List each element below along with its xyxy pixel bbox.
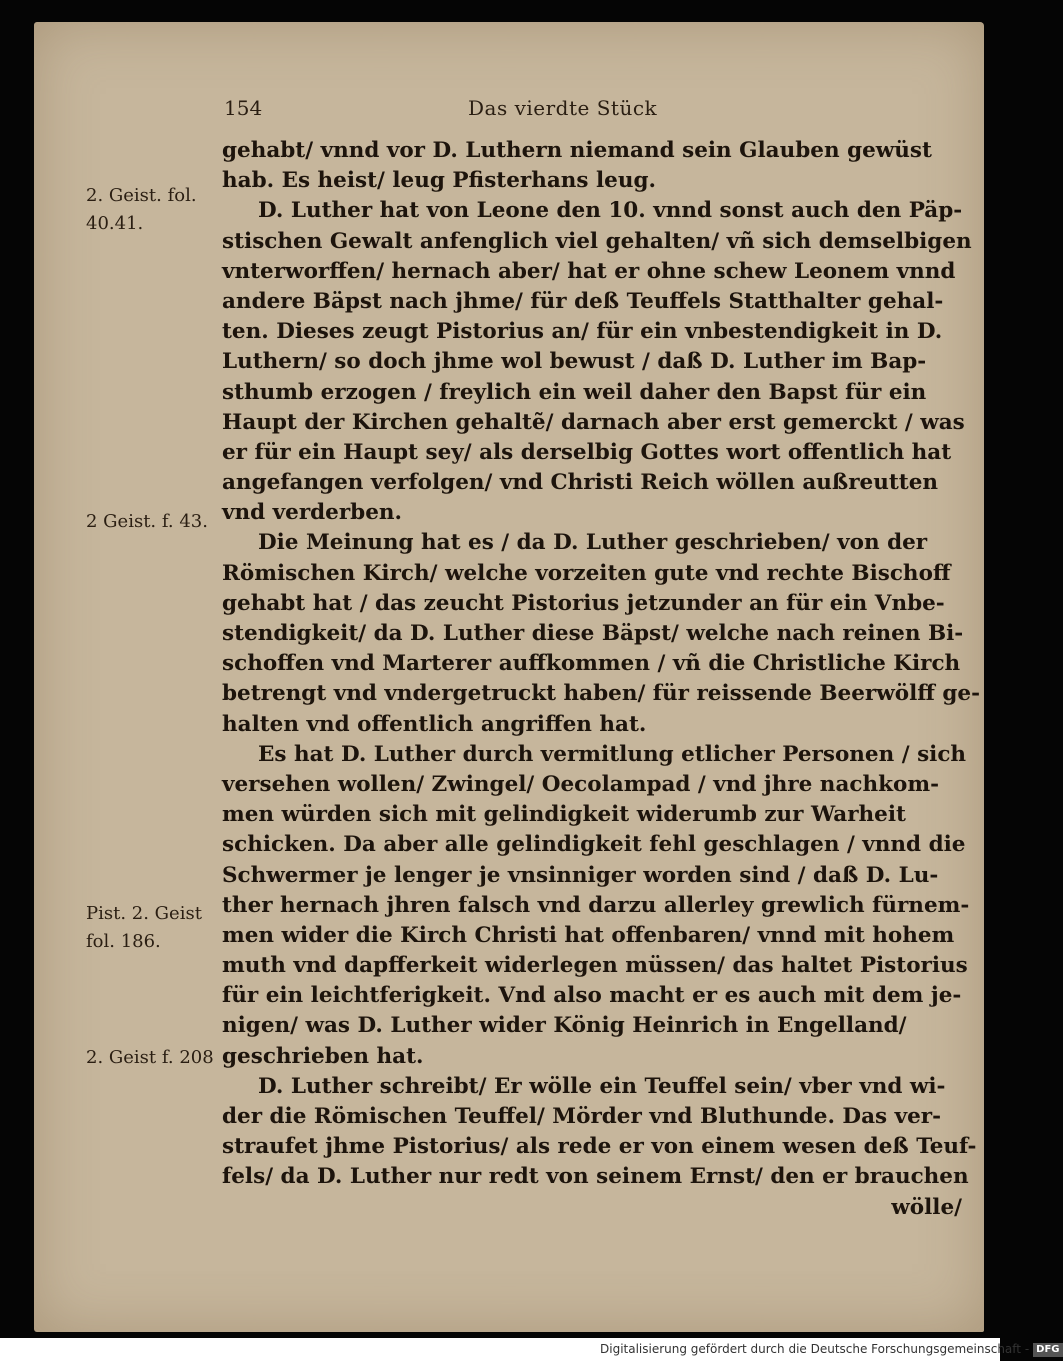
text-line: ten. Dieses zeugt Pistorius an/ für ein vnbestendigkeit in D. — [222, 319, 943, 345]
marginal-note: 2. Geist f. 208 — [86, 1047, 214, 1068]
text-line: geschrieben hat. — [222, 1043, 424, 1069]
text-line: der die Römischen Teuffel/ Mörder vnd Bluthunde. Das ver- — [222, 1104, 942, 1129]
marginal-note: Pist. 2. Geist — [86, 903, 202, 924]
text-line: Die Meinung hat es / da D. Luther geschrieben/ von der — [258, 530, 928, 556]
text-line: hab. Es heist/ leug Pfisterhans leug. — [222, 168, 657, 194]
text-line: stischen Gewalt anfenglich viel gehalten/ vñ sich demselbigen — [222, 228, 972, 254]
text-line: straufet jhme Pistorius/ als rede er von einem wesen deß Teuf- — [222, 1134, 977, 1160]
marginal-note: fol. 186. — [86, 931, 161, 952]
dfg-logo: DFG — [1033, 1343, 1062, 1357]
text-line: D. Luther schreibt/ Er wölle ein Teuffel sein/ vber vnd wi- — [258, 1073, 946, 1099]
text-line: Luthern/ so doch jhme wol bewust / daß D. Luther im Bap- — [222, 349, 927, 375]
text-line: für ein leichtferigkeit. Vnd also macht er es auch mit dem je- — [222, 983, 962, 1009]
text-line: vnd verderben. — [222, 500, 403, 526]
text-line: D. Luther hat von Leone den 10. vnnd sonst auch den Päp- — [258, 198, 963, 224]
text-line: muth vnd dapfferkeit widerlegen müssen/ das haltet Pistorius — [222, 953, 968, 979]
text-line: Es hat D. Luther durch vermitlung etlicher Personen / sich — [258, 741, 967, 767]
text-line: Römischen Kirch/ welche vorzeiten gute vnd rechte Bischoff — [222, 560, 951, 586]
text-line: schoffen vnd Marterer auffkommen / vñ die Christliche Kirch — [222, 651, 961, 677]
text-line: Schwermer je lenger je vnsinniger worden sind / daß D. Lu- — [222, 862, 939, 888]
marginal-note: 2. Geist. fol. — [86, 185, 197, 206]
page-header — [224, 96, 744, 126]
page-number: 154 — [224, 96, 263, 120]
text-line: betrengt vnd vndergetruckt haben/ für reissende Beerwölff ge- — [222, 681, 981, 707]
text-line: men würden sich mit gelindigkeit widerumb zur Warheit — [222, 802, 906, 828]
funding-credit — [600, 1342, 1060, 1360]
text-line: er für ein Haupt sey/ als derselbig Gottes wort offentlich hat — [222, 439, 952, 465]
text-line: andere Bäpst nach jhme/ für deß Teuffels Statthalter gehal- — [222, 288, 944, 314]
text-line: schicken. Da aber alle gelindigkeit fehl geschlagen / vnnd die — [222, 832, 966, 858]
text-line: nigen/ was D. Luther wider König Heinrich in Engelland/ — [222, 1013, 907, 1039]
text-line: men wider die Kirch Christi hat offenbaren/ vnnd mit hohem — [222, 922, 955, 948]
text-line: sthumb erzogen / freylich ein weil daher den Bapst für ein — [222, 379, 927, 405]
text-line: vnterworffen/ hernach aber/ hat er ohne schew Leonem vnnd — [222, 258, 956, 284]
text-line: angefangen verfolgen/ vnd Christi Reich wöllen außreutten — [222, 470, 939, 496]
text-line: fels/ da D. Luther nur redt von seinem Ernst/ den er brauchen — [222, 1164, 969, 1190]
text-line: halten vnd offentlich angriffen hat. — [222, 711, 647, 737]
text-line: versehen wollen/ Zwingel/ Oecolampad / vnd jhre nachkom- — [222, 771, 940, 797]
text-line: Haupt der Kirchen gehaltẽ/ darnach aber erst gemerckt / was — [222, 409, 965, 435]
book-page — [34, 22, 984, 1332]
funding-credit-text: Digitalisierung gefördert durch die Deutsche Forschungsgemeinschaft - — [600, 1342, 1030, 1356]
text-line: gehabt/ vnnd vor D. Luthern niemand sein Glauben gewüst — [222, 138, 932, 163]
catchword: wölle/ — [891, 1194, 962, 1220]
body-text — [222, 136, 981, 1223]
text-line: stendigkeit/ da D. Luther diese Bäpst/ welche nach reinen Bi- — [222, 621, 964, 646]
marginal-note: 2 Geist. f. 43. — [86, 511, 208, 532]
text-line: ther hernach jhren falsch vnd darzu allerley grewlich fürnem- — [222, 892, 970, 918]
text-line: gehabt hat / das zeucht Pistorius jetzunder an für ein Vnbe- — [222, 590, 945, 616]
running-head: Das vierdte Stück — [468, 96, 658, 120]
marginal-note: 40.41. — [86, 213, 144, 234]
